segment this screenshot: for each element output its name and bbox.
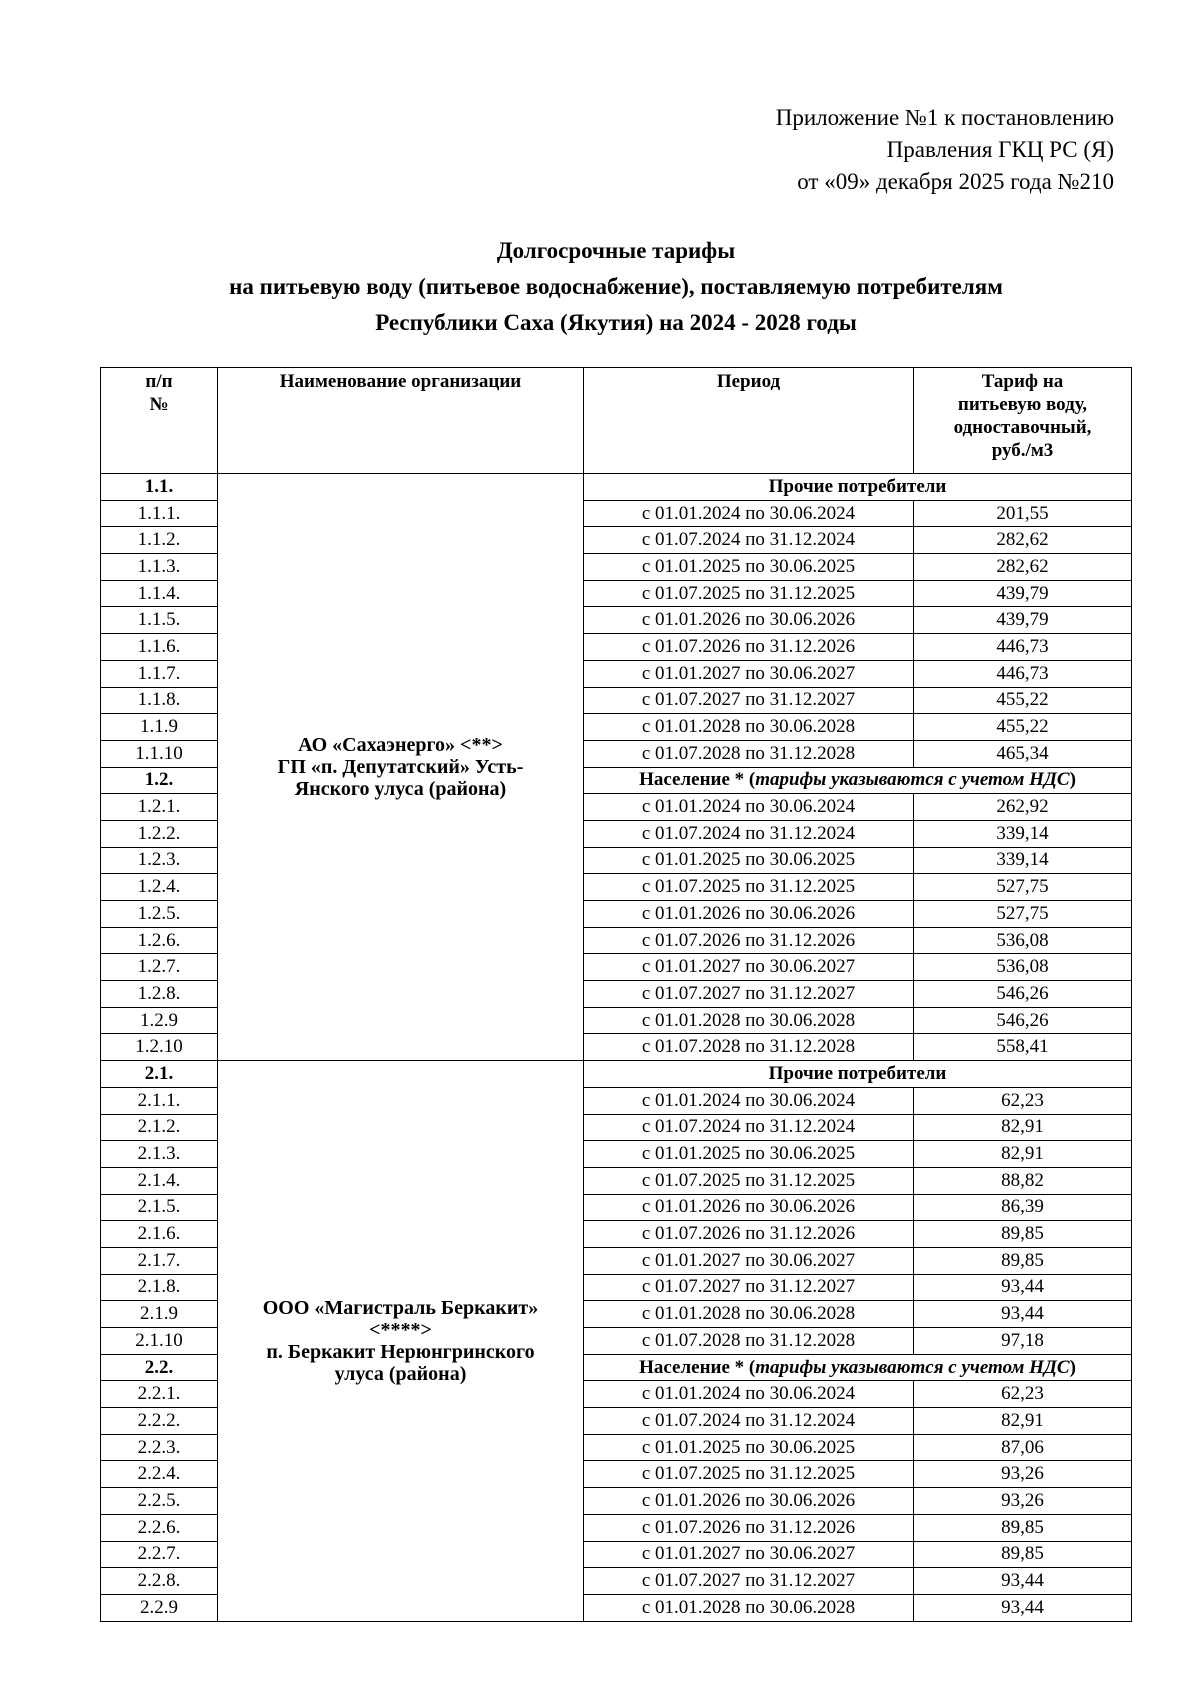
title-line: на питьевую воду (питьевое водоснабжение), поставляемую потребителям [229, 274, 1003, 299]
tariff-cell: 82,91 [914, 1408, 1132, 1435]
period-cell: с 01.07.2025 по 31.12.2025 [584, 580, 914, 607]
period-cell: с 01.07.2025 по 31.12.2025 [584, 874, 914, 901]
tariff-cell: 89,85 [914, 1221, 1132, 1248]
period-cell: с 01.01.2026 по 30.06.2026 [584, 1194, 914, 1221]
row-number: 1.2.6. [101, 927, 218, 954]
tariff-cell: 93,26 [914, 1488, 1132, 1515]
period-cell: с 01.07.2026 по 31.12.2026 [584, 1514, 914, 1541]
row-number: 2.1.6. [101, 1221, 218, 1248]
table-header-row [101, 368, 1132, 474]
row-number: 1.1.2. [101, 527, 218, 554]
organization-line: ООО «Магистраль Беркакит» [262, 1296, 539, 1319]
tariff-cell: 465,34 [914, 740, 1132, 767]
row-number: 2.1.10 [101, 1328, 218, 1355]
row-number: 2.2.4. [101, 1461, 218, 1488]
row-number: 1.1.6. [101, 634, 218, 661]
tariff-cell: 558,41 [914, 1034, 1132, 1061]
period-cell: с 01.01.2028 по 30.06.2028 [584, 1301, 914, 1328]
tariff-cell: 87,06 [914, 1434, 1132, 1461]
period-cell: с 01.07.2024 по 31.12.2024 [584, 820, 914, 847]
tariff-cell: 86,39 [914, 1194, 1132, 1221]
row-number: 1.2.5. [101, 901, 218, 928]
row-number: 1.2.3. [101, 847, 218, 874]
row-number: 1.2.8. [101, 981, 218, 1008]
period-cell: с 01.07.2028 по 31.12.2028 [584, 1034, 914, 1061]
row-number: 2.1.1. [101, 1087, 218, 1114]
tariff-cell: 439,79 [914, 607, 1132, 634]
col-header-tariff-line: Тариф на [981, 371, 1064, 392]
row-number: 1.1.3. [101, 554, 218, 581]
row-number: 1.1.7. [101, 660, 218, 687]
tariff-cell: 282,62 [914, 554, 1132, 581]
tariff-cell: 62,23 [914, 1381, 1132, 1408]
tariff-cell: 527,75 [914, 901, 1132, 928]
tariff-cell: 82,91 [914, 1114, 1132, 1141]
tariff-cell: 97,18 [914, 1328, 1132, 1355]
tariff-cell: 455,22 [914, 687, 1132, 714]
col-header-organization: Наименование организации [218, 368, 584, 474]
col-header-number [101, 368, 218, 474]
organization-cell [218, 474, 584, 1061]
organization-line: улуса (района) [334, 1362, 467, 1385]
period-cell: с 01.07.2026 по 31.12.2026 [584, 1221, 914, 1248]
period-cell: с 01.01.2028 по 30.06.2028 [584, 1594, 914, 1621]
tariff-cell: 339,14 [914, 820, 1132, 847]
group-row [101, 474, 1132, 501]
organization-line: Янского улуса (района) [294, 778, 507, 801]
row-number: 1.1.8. [101, 687, 218, 714]
period-cell: с 01.01.2024 по 30.06.2024 [584, 1381, 914, 1408]
col-header-period: Период [584, 368, 914, 474]
tariff-cell: 527,75 [914, 874, 1132, 901]
row-number: 2.2.9 [101, 1594, 218, 1621]
group-number: 2.1. [101, 1061, 218, 1088]
vat-note-close: ) [1069, 769, 1076, 791]
row-number: 1.2.7. [101, 954, 218, 981]
tariff-cell: 93,44 [914, 1594, 1132, 1621]
period-cell: с 01.01.2024 по 30.06.2024 [584, 500, 914, 527]
period-cell: с 01.07.2026 по 31.12.2026 [584, 634, 914, 661]
tariff-cell: 262,92 [914, 794, 1132, 821]
row-number: 2.1.8. [101, 1274, 218, 1301]
row-number: 1.2.2. [101, 820, 218, 847]
tariff-cell: 536,08 [914, 927, 1132, 954]
tariff-cell: 282,62 [914, 527, 1132, 554]
vat-note: тарифы указываются с учетом НДС [755, 1356, 1070, 1378]
consumer-group-text: Прочие потребители [768, 1062, 947, 1084]
period-cell: с 01.01.2027 по 30.06.2027 [584, 1247, 914, 1274]
row-number: 2.2.2. [101, 1408, 218, 1435]
col-header-number-line: п/п [145, 371, 173, 392]
tariff-cell: 93,44 [914, 1301, 1132, 1328]
tariff-cell: 339,14 [914, 847, 1132, 874]
row-number: 1.2.1. [101, 794, 218, 821]
col-header-number-line: № [149, 394, 169, 415]
tariff-cell: 93,26 [914, 1461, 1132, 1488]
period-cell: с 01.01.2026 по 30.06.2026 [584, 607, 914, 634]
row-number: 2.1.7. [101, 1247, 218, 1274]
row-number: 2.1.3. [101, 1141, 218, 1168]
period-cell: с 01.07.2027 по 31.12.2027 [584, 1568, 914, 1595]
consumer-group-label [584, 1354, 1132, 1381]
row-number: 2.2.7. [101, 1541, 218, 1568]
row-number: 1.1.1. [101, 500, 218, 527]
col-header-tariff [914, 368, 1132, 474]
document-title [0, 233, 1200, 341]
organization-line: ГП «п. Депутатский» Усть- [277, 756, 524, 779]
period-cell: с 01.07.2028 по 31.12.2028 [584, 740, 914, 767]
group-row [101, 1061, 1132, 1088]
group-number: 1.1. [101, 474, 218, 501]
period-cell: с 01.01.2027 по 30.06.2027 [584, 1541, 914, 1568]
row-number: 2.2.3. [101, 1434, 218, 1461]
appendix-reference [514, 102, 1114, 198]
period-cell: с 01.07.2024 по 31.12.2024 [584, 1408, 914, 1435]
group-number: 1.2. [101, 767, 218, 794]
title-line: Долгосрочные тарифы [496, 238, 736, 263]
row-number: 2.1.4. [101, 1167, 218, 1194]
consumer-group-text: Население * ( [639, 1356, 756, 1378]
period-cell: с 01.07.2027 по 31.12.2027 [584, 687, 914, 714]
tariff-cell: 89,85 [914, 1514, 1132, 1541]
tariff-table [100, 367, 1132, 1622]
row-number: 1.2.9 [101, 1007, 218, 1034]
appendix-line: от «09» декабря 2025 года №210 [797, 169, 1114, 194]
tariff-cell: 455,22 [914, 714, 1132, 741]
row-number: 1.2.10 [101, 1034, 218, 1061]
group-number: 2.2. [101, 1354, 218, 1381]
row-number: 2.2.1. [101, 1381, 218, 1408]
consumer-group-label [584, 767, 1132, 794]
tariff-cell: 62,23 [914, 1087, 1132, 1114]
row-number: 2.2.5. [101, 1488, 218, 1515]
period-cell: с 01.01.2024 по 30.06.2024 [584, 794, 914, 821]
period-cell: с 01.01.2026 по 30.06.2026 [584, 1488, 914, 1515]
row-number: 1.1.4. [101, 580, 218, 607]
tariff-cell: 82,91 [914, 1141, 1132, 1168]
tariff-cell: 201,55 [914, 500, 1132, 527]
period-cell: с 01.01.2027 по 30.06.2027 [584, 954, 914, 981]
consumer-group-label [584, 474, 1132, 501]
row-number: 2.1.2. [101, 1114, 218, 1141]
period-cell: с 01.01.2028 по 30.06.2028 [584, 1007, 914, 1034]
appendix-line: Правления ГКЦ РС (Я) [886, 137, 1114, 162]
row-number: 2.1.9 [101, 1301, 218, 1328]
period-cell: с 01.01.2024 по 30.06.2024 [584, 1087, 914, 1114]
tariff-cell: 546,26 [914, 1007, 1132, 1034]
appendix-line: Приложение №1 к постановлению [775, 105, 1114, 130]
consumer-group-text: Прочие потребители [768, 475, 947, 497]
row-number: 2.1.5. [101, 1194, 218, 1221]
period-cell: с 01.07.2024 по 31.12.2024 [584, 527, 914, 554]
tariff-cell: 88,82 [914, 1167, 1132, 1194]
col-header-tariff-line: руб./м3 [991, 440, 1054, 461]
tariff-table-body [101, 474, 1132, 1622]
tariff-cell: 89,85 [914, 1541, 1132, 1568]
organization-line: п. Беркакит Нерюнгринского [266, 1340, 535, 1363]
period-cell: с 01.01.2025 по 30.06.2025 [584, 847, 914, 874]
tariff-cell: 93,44 [914, 1274, 1132, 1301]
period-cell: с 01.07.2026 по 31.12.2026 [584, 927, 914, 954]
period-cell: с 01.01.2028 по 30.06.2028 [584, 714, 914, 741]
row-number: 1.1.10 [101, 740, 218, 767]
tariff-cell: 546,26 [914, 981, 1132, 1008]
tariff-cell: 439,79 [914, 580, 1132, 607]
vat-note: тарифы указываются с учетом НДС [755, 769, 1070, 791]
col-header-tariff-line: питьевую воду, [957, 394, 1088, 415]
period-cell: с 01.01.2025 по 30.06.2025 [584, 1141, 914, 1168]
period-cell: с 01.07.2025 по 31.12.2025 [584, 1167, 914, 1194]
col-header-tariff-line: одноставочный, [953, 417, 1092, 438]
period-cell: с 01.01.2025 по 30.06.2025 [584, 1434, 914, 1461]
period-cell: с 01.01.2026 по 30.06.2026 [584, 901, 914, 928]
tariff-cell: 89,85 [914, 1247, 1132, 1274]
row-number: 1.1.5. [101, 607, 218, 634]
tariff-cell: 446,73 [914, 634, 1132, 661]
row-number: 1.2.4. [101, 874, 218, 901]
vat-note-close: ) [1069, 1356, 1076, 1378]
period-cell: с 01.07.2028 по 31.12.2028 [584, 1328, 914, 1355]
period-cell: с 01.07.2027 по 31.12.2027 [584, 1274, 914, 1301]
period-cell: с 01.01.2025 по 30.06.2025 [584, 554, 914, 581]
period-cell: с 01.07.2027 по 31.12.2027 [584, 981, 914, 1008]
consumer-group-text: Население * ( [639, 769, 756, 791]
consumer-group-label [584, 1061, 1132, 1088]
organization-line: <****> [369, 1318, 432, 1341]
period-cell: с 01.07.2024 по 31.12.2024 [584, 1114, 914, 1141]
tariff-cell: 446,73 [914, 660, 1132, 687]
period-cell: с 01.01.2027 по 30.06.2027 [584, 660, 914, 687]
row-number: 2.2.8. [101, 1568, 218, 1595]
row-number: 1.1.9 [101, 714, 218, 741]
tariff-cell: 93,44 [914, 1568, 1132, 1595]
row-number: 2.2.6. [101, 1514, 218, 1541]
organization-cell [218, 1061, 584, 1621]
organization-line: АО «Сахаэнерго» <**> [298, 734, 503, 757]
title-line: Республики Саха (Якутия) на 2024 - 2028 годы [375, 310, 857, 335]
period-cell: с 01.07.2025 по 31.12.2025 [584, 1461, 914, 1488]
tariff-cell: 536,08 [914, 954, 1132, 981]
